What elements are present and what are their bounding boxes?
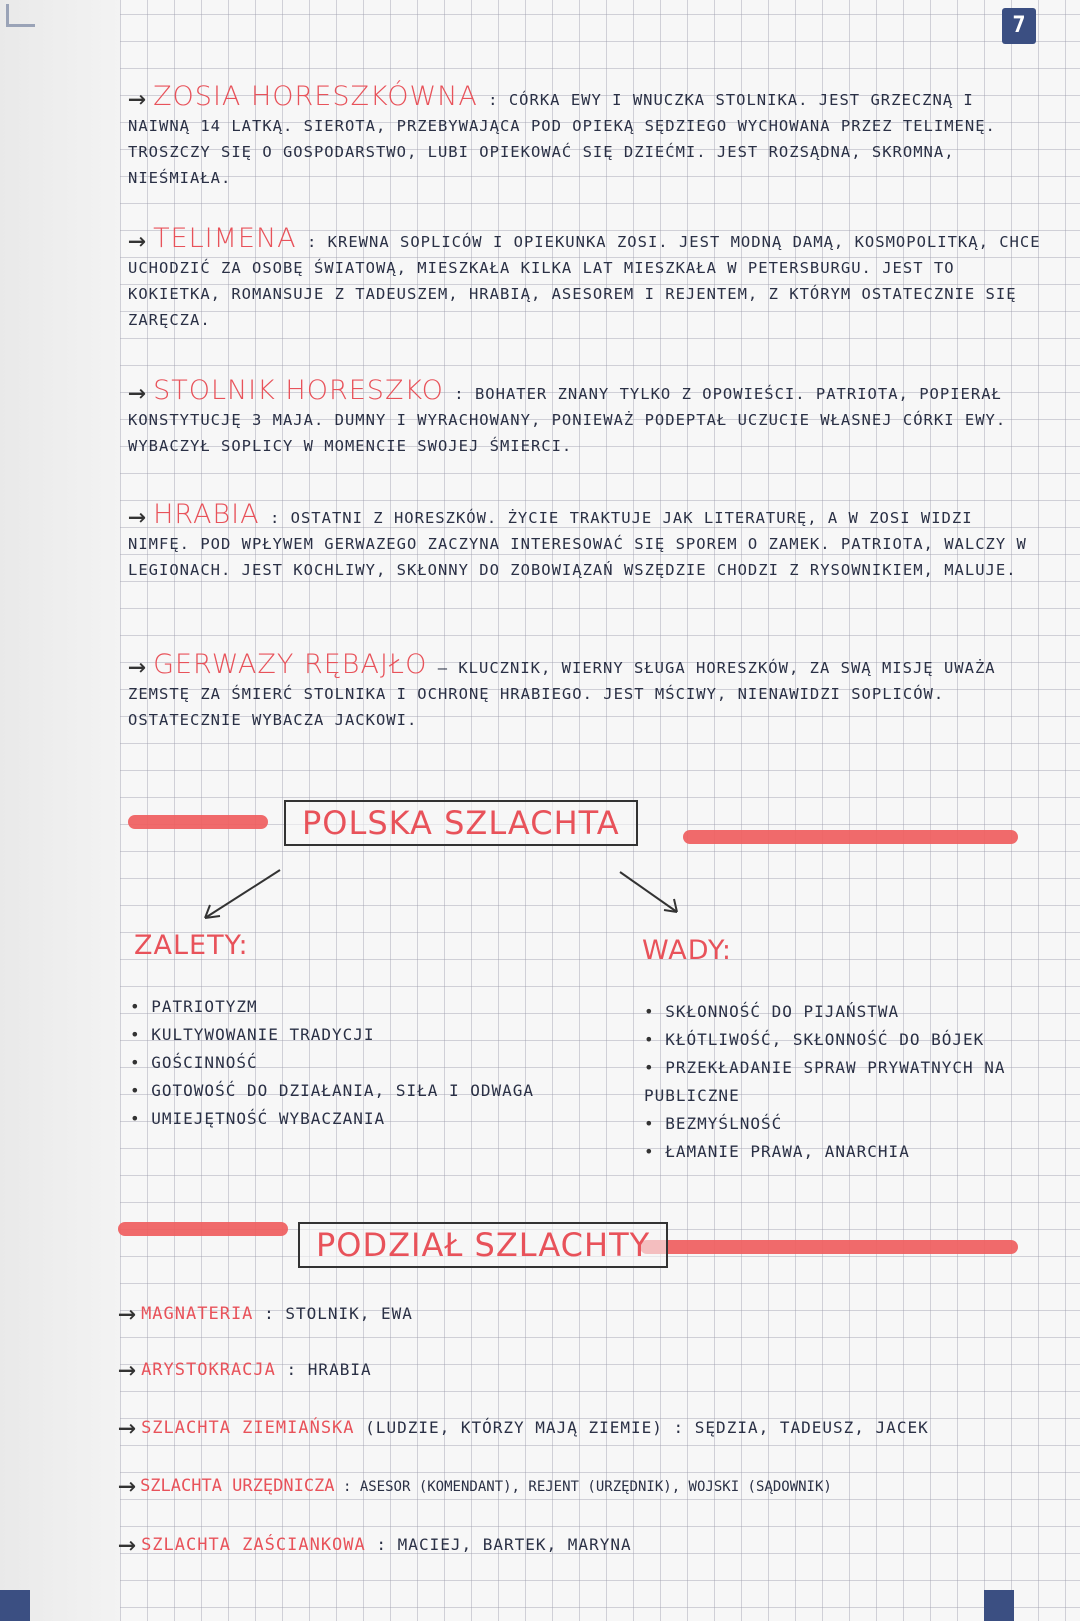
character-name: TELIMENA bbox=[153, 223, 297, 254]
division-text: : STOLNIK, EWA bbox=[264, 1304, 413, 1323]
list-item: • UMIEJĘTNOŚĆ WYBACZANIA bbox=[130, 1105, 620, 1133]
highlighter-stroke bbox=[118, 1222, 288, 1236]
division-item-szlachta-zasciankowa bbox=[118, 1527, 632, 1562]
character-name: ZOSIA HORESZKÓWNA bbox=[153, 81, 478, 112]
list-item: • BEZMYŚLNOŚĆ bbox=[644, 1110, 1044, 1138]
character-description: : CÓRKA EWY I WNUCZKA STOLNIKA. JEST GRZECZNĄ I NAIWNĄ 14 LATKĄ. SIEROTA, PRZEBYWAJĄCA POD OPIEKĄ SĘDZIEGO WYCHOWANA PRZEZ TELIMENĘ. TROSZCZY SIĘ O GOSPODARSTWO, LUBI OPIEKOWAĆ SIĘ DZIEĆMI. JEST ROZSĄDNA, SKROMNA, NIEŚMIAŁA. bbox=[128, 91, 996, 187]
arrow-icon: → bbox=[118, 1410, 138, 1445]
division-label: SZLACHTA URZĘDNICZA bbox=[140, 1476, 335, 1496]
list-item: • GOŚCINNOŚĆ bbox=[130, 1049, 620, 1077]
corner-mark-icon bbox=[984, 1590, 1014, 1621]
character-name: STOLNIK HORESZKO bbox=[153, 375, 444, 406]
highlighter-stroke bbox=[683, 830, 1018, 844]
division-label: MAGNATERIA bbox=[141, 1304, 254, 1324]
division-text: (LUDZIE, KTÓRZY MAJĄ ZIEMIE) : SĘDZIA, TADEUSZ, JACEK bbox=[365, 1418, 929, 1437]
division-item-magnateria bbox=[118, 1296, 413, 1331]
highlighter-stroke bbox=[128, 815, 268, 829]
division-item-szlachta-urzednicza bbox=[118, 1468, 832, 1503]
character-entry-telimena bbox=[128, 223, 1043, 333]
list-item: • KŁÓTLIWOŚĆ, SKŁONNOŚĆ DO BÓJEK bbox=[644, 1026, 1044, 1054]
division-text: : HRABIA bbox=[286, 1360, 372, 1379]
character-name: GERWAZY RĘBAJŁO bbox=[153, 649, 428, 680]
zalety-list bbox=[130, 993, 620, 1133]
list-item: • KULTYWOWANIE TRADYCJI bbox=[130, 1021, 620, 1049]
division-item-szlachta-ziemianska bbox=[118, 1410, 929, 1445]
list-item: • PRZEKŁADANIE SPRAW PRYWATNYCH NA PUBLICZNE bbox=[644, 1054, 1044, 1110]
character-description: : BOHATER ZNANY TYLKO Z OPOWIEŚCI. PATRIOTA, POPIERAŁ KONSTYTUCJĘ 3 MAJA. DUMNY I WYRACHOWANY, PONIEWAŻ PODEPTAŁ UCZUCIE WŁASNEJ CÓRKI EWY. WYBACZYŁ SOPLICY W MOMENCIE SWOJEJ ŚMIERCI. bbox=[128, 385, 1007, 455]
wady-title: WADY: bbox=[642, 935, 733, 966]
branch-arrows-icon bbox=[180, 830, 700, 930]
list-item: • GOTOWOŚĆ DO DZIAŁANIA, SIŁA I ODWAGA bbox=[130, 1077, 620, 1105]
division-label: SZLACHTA ZIEMIAŃSKA bbox=[141, 1418, 355, 1438]
arrow-icon: → bbox=[118, 1527, 138, 1562]
arrow-icon: → bbox=[118, 1352, 138, 1387]
list-item: • SKŁONNOŚĆ DO PIJAŃSTWA bbox=[644, 998, 1044, 1026]
character-description: : KREWNA SOPLICÓW I OPIEKUNKA ZOSI. JEST MODNĄ DAMĄ, KOSMOPOLITKĄ, CHCE UCHODZIĆ ZA OSOBĘ ŚWIATOWĄ, MIESZKAŁA KILKA LAT MIESZKAŁA W PETERSBURGU. JEST TO KOKIETKA, ROMANSUJE Z TADEUSZEM, HRABIĄ, ASESOREM I REJENTEM, Z KTÓRYM OSTATECZNIE SIĘ ZARĘCZA. bbox=[128, 233, 1041, 329]
highlighter-stroke bbox=[640, 1240, 1018, 1254]
arrow-icon: → bbox=[118, 1296, 138, 1331]
division-text: : MACIEJ, BARTEK, MARYNA bbox=[376, 1535, 632, 1554]
list-item: • ŁAMANIE PRAWA, ANARCHIA bbox=[644, 1138, 1044, 1166]
character-name: HRABIA bbox=[153, 499, 260, 530]
division-text: : ASESOR (KOMENDANT), REJENT (URZĘDNIK), WOJSKI (SĄDOWNIK) bbox=[342, 1479, 832, 1495]
section-title-podzial-szlachty: PODZIAŁ SZLACHTY bbox=[298, 1222, 668, 1268]
section-title-polska-szlachta: POLSKA SZLACHTA bbox=[284, 800, 638, 846]
wady-list bbox=[644, 998, 1044, 1166]
arrow-icon: → bbox=[128, 649, 148, 684]
corner-mark-icon bbox=[0, 1590, 30, 1621]
arrow-icon: → bbox=[118, 1468, 137, 1503]
division-item-arystokracja bbox=[118, 1352, 372, 1387]
character-entry-stolnik bbox=[128, 375, 1043, 459]
arrow-icon: → bbox=[128, 499, 148, 534]
character-entry-gerwazy bbox=[128, 649, 1043, 733]
zalety-title: ZALETY: bbox=[134, 930, 249, 961]
character-description: : OSTATNI Z HORESZKÓW. ŻYCIE TRAKTUJE JAK LITERATURĘ, A W ZOSI WIDZI NIMFĘ. POD WPŁYWEM GERWAZEGO ZACZYNA INTERESOWAĆ SIĘ SPOREM O ZAMEK. PATRIOTA, WALCZY W LEGIONACH. JEST KOCHLIWY, SKŁONNY DO ZOBOWIĄZAŃ WSZĘDZIE CHODZI Z RYSOWNIKIEM, MALUJE. bbox=[128, 509, 1027, 579]
division-label: SZLACHTA ZAŚCIANKOWA bbox=[141, 1535, 366, 1555]
character-entry-hrabia bbox=[128, 499, 1043, 583]
character-description: – KLUCZNIK, WIERNY SŁUGA HORESZKÓW, ZA SWĄ MISJĘ UWAŻA ZEMSTĘ ZA ŚMIERĆ STOLNIKA I OCHRONĘ HRABIEGO. JEST MŚCIWY, NIENAWIDZI SOPLICÓW. OSTATECZNIE WYBACZA JACKOWI. bbox=[128, 659, 996, 729]
page-margin bbox=[0, 0, 120, 1621]
corner-mark-icon bbox=[6, 4, 35, 27]
list-item: • PATRIOTYZM bbox=[130, 993, 620, 1021]
arrow-icon: → bbox=[128, 223, 148, 258]
division-label: ARYSTOKRACJA bbox=[141, 1360, 276, 1380]
arrow-icon: → bbox=[128, 375, 148, 410]
character-entry-zosia bbox=[128, 81, 1043, 191]
arrow-icon: → bbox=[128, 81, 148, 116]
bookmark-icon[interactable]: 7 bbox=[1002, 8, 1036, 44]
